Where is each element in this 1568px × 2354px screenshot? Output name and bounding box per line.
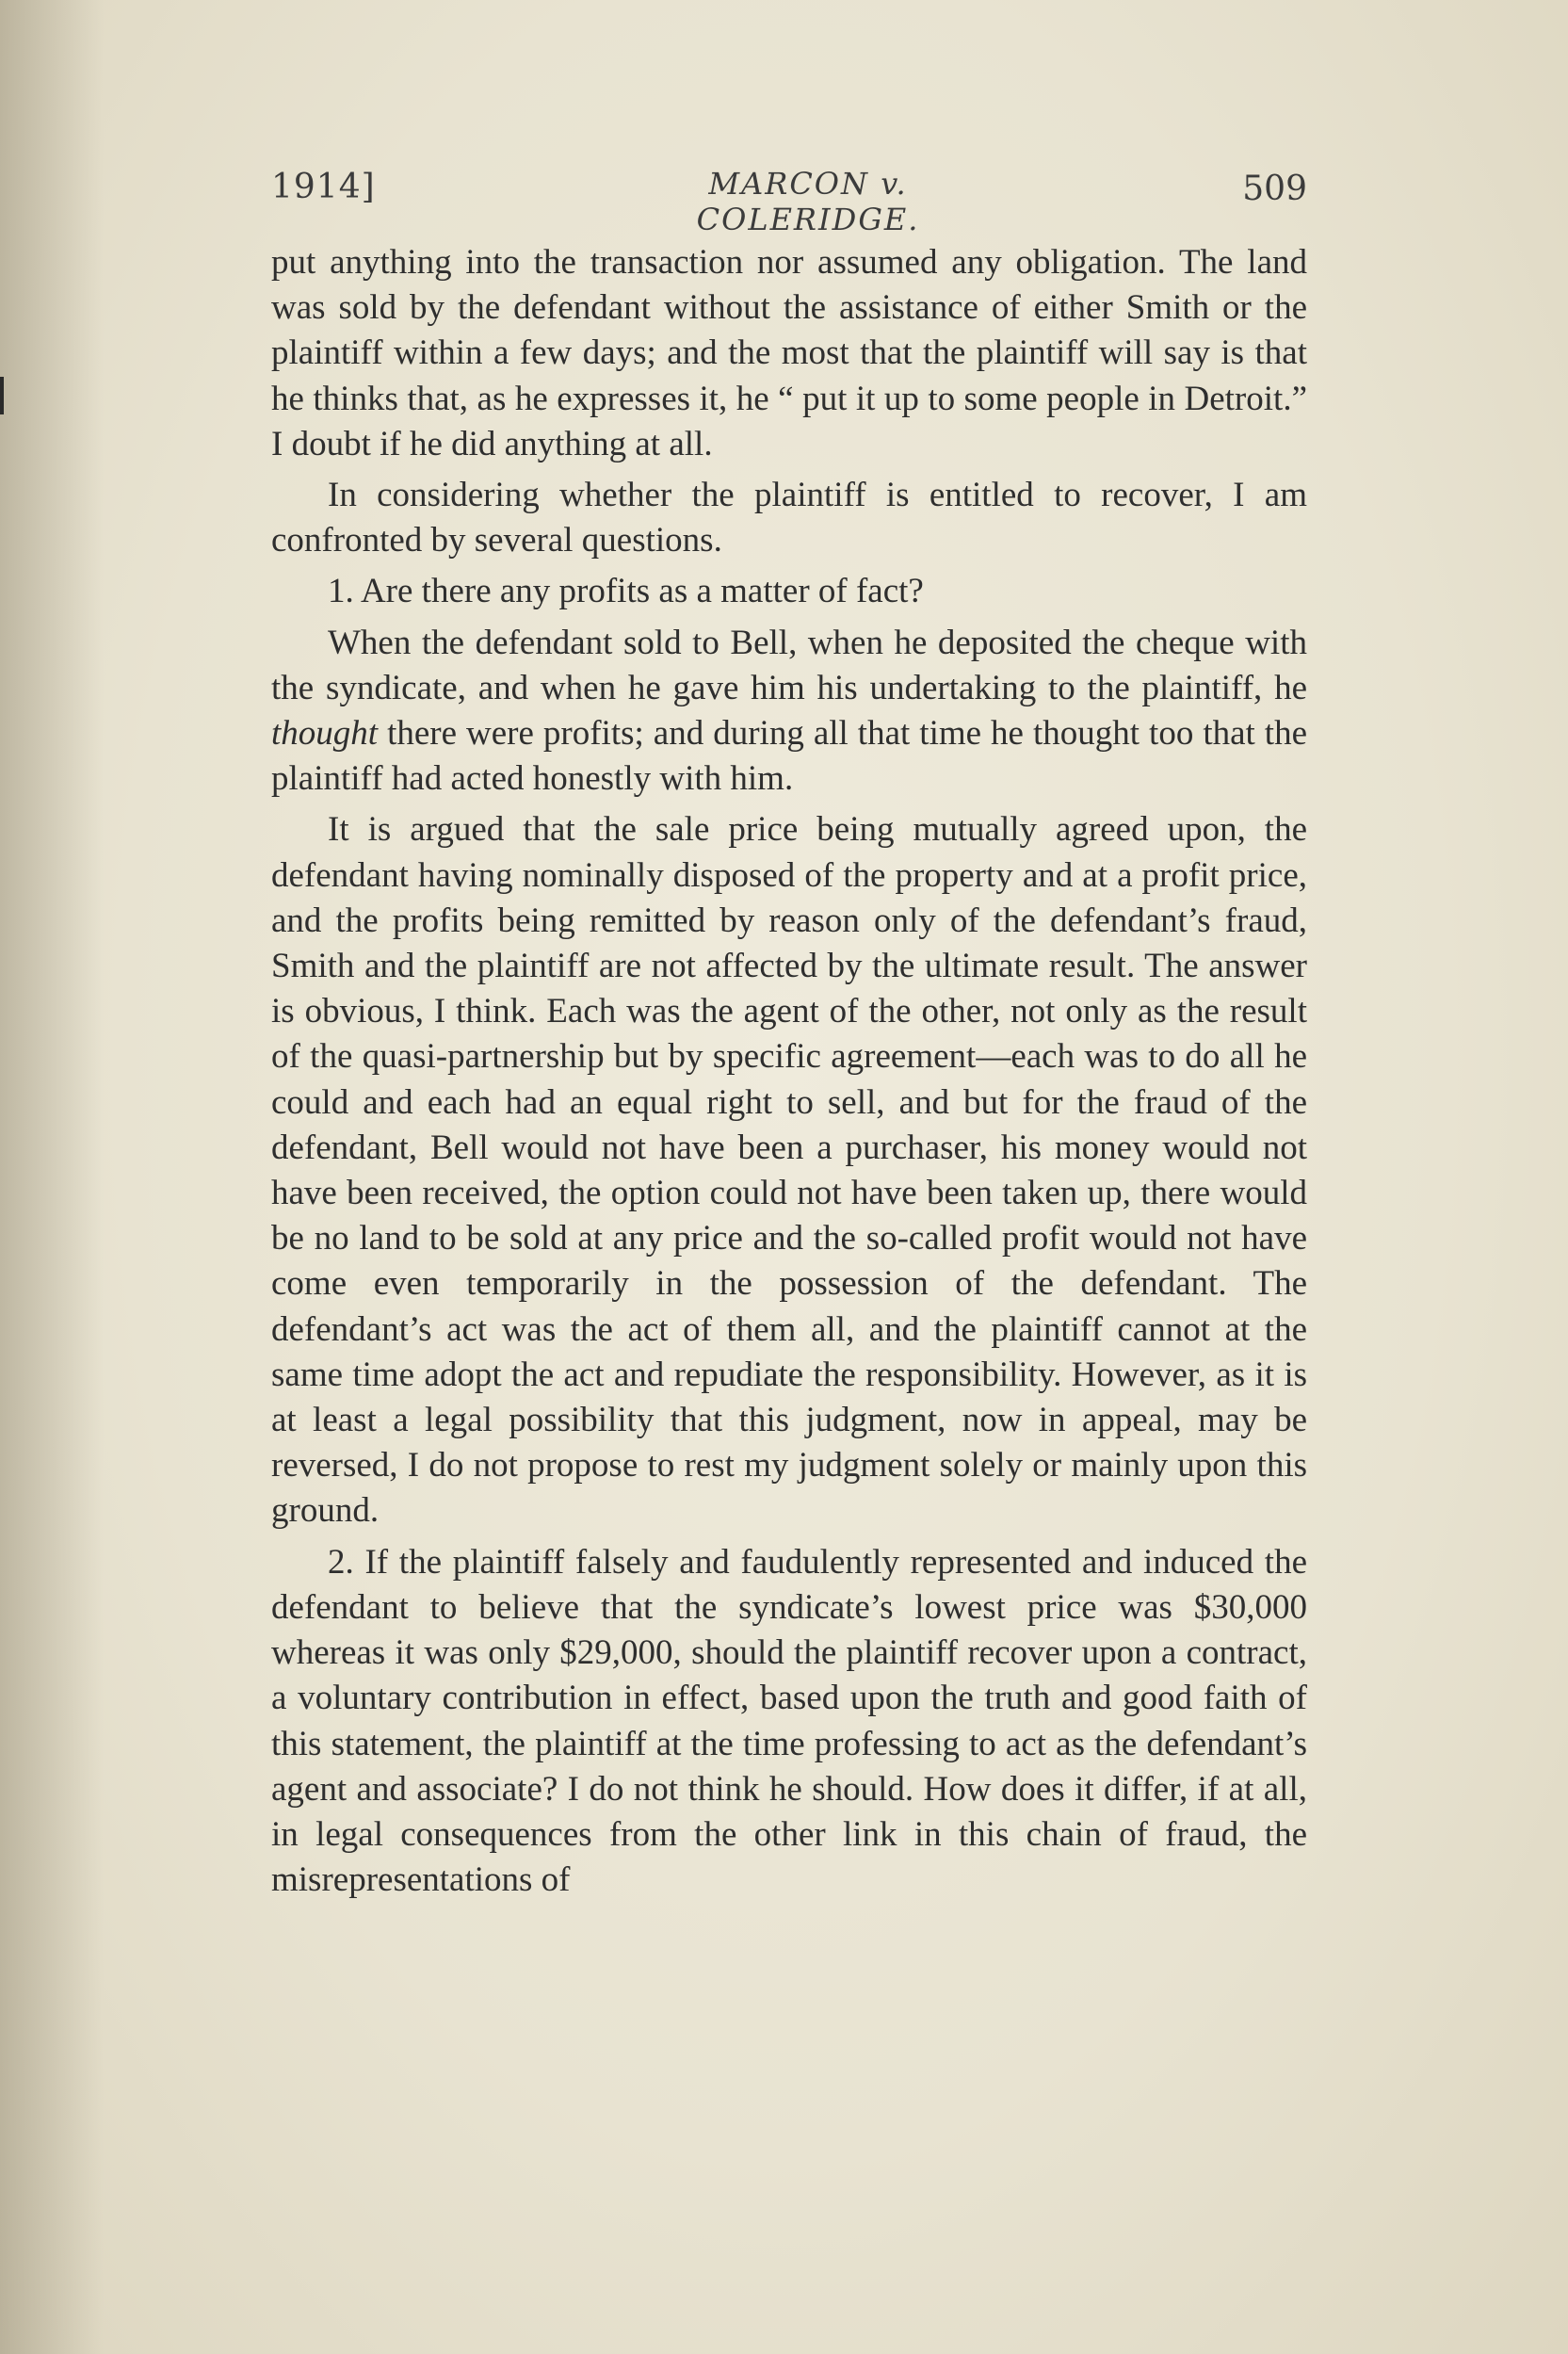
paragraph-6: 2. If the plaintiff falsely and faudulently represented and induced the defendant to believe that the syndicate’s lowest price was $30,000 whereas it was only $29,000, should the plaintiff recover upon a contract, a voluntary contribution in effect, based upon the truth and good faith of this statement, the plaintiff at the time professing to act as the defendant’s agent and associate? I do not think he should. How does it differ, if at all, in legal consequences from the other link in this chain of fraud, the misrepresentations of <box>271 1542 1307 1900</box>
page-edge-mark <box>0 377 4 414</box>
paragraph-4 <box>271 621 1307 803</box>
emphasis-thought: thought <box>271 714 379 754</box>
body-text <box>271 240 1307 1903</box>
page-number: 509 <box>1242 170 1307 208</box>
header-case-title: MARCON v. COLERIDGE. <box>696 166 920 237</box>
running-header <box>271 160 1307 237</box>
paragraph-2: In considering whether the plaintiff is entitled to recover, I am confronted by several questions. <box>271 476 1307 560</box>
paragraph-3: 1. Are there any profits as a matter of fact? <box>328 572 924 611</box>
paragraph-4-part-b: there were profits; and during all that time he thought too that the plaintiff had acted honestly with him. <box>271 714 1308 799</box>
header-year: 1914] <box>271 168 376 206</box>
paragraph-5: It is argued that the sale price being mutually agreed upon, the defendant having nominally disposed of the property and at a profit price, and the profits being remitted by reason only of the defendant’s fraud, Smith and the plaintiff are not affected by the ultimate result. The answer is obvious, I think. Each was the agent of the other, not only as the result of the quasi-partnership but by specific agreement—each was to do all he could and each had an equal right to sell, and but for the fraud of the defendant, Bell would not have been a purchaser, his money would not have been received, the option could not have been taken up, there would be no land to be sold at any price and the so-called profit would not have come even temporarily in the possession of the defendant. The defendant’s act was the act of them all, and the plaintiff cannot at the same time adopt the act and repudiate the responsibility. However, as it is at least a legal possibility that this judgment, now in appeal, may be reversed, I do not propose to rest my judgment solely or mainly upon this ground. <box>271 810 1307 1531</box>
paragraph-1: put anything into the transaction nor assumed any obligation. The land was sold by the defendant without the assistance of either Smith or the plaintiff within a few days; and the most that the plaintiff will say is that he thinks that, as he expresses it, he “ put it up to some people in Detroit.” I doubt if he did anything at all. <box>271 243 1307 463</box>
binding-shadow <box>0 0 104 2354</box>
paragraph-4-part-a: When the defendant sold to Bell, when he deposited the cheque with the syndicate, and when he gave him his undertaking to the plaintiff, he <box>271 623 1307 707</box>
